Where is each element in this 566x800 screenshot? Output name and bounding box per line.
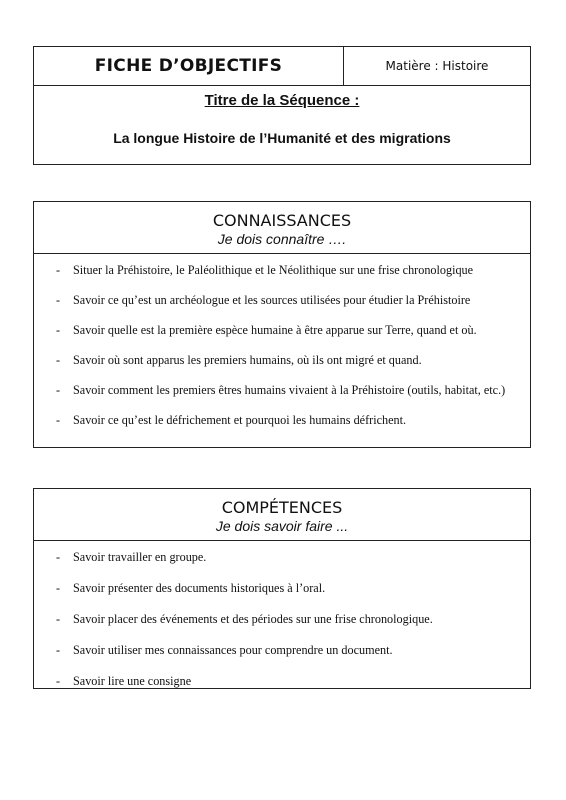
list-item-text: Savoir quelle est la première espèce humaine à être apparue sur Terre, quand et où.	[73, 323, 477, 337]
list-item	[34, 323, 530, 337]
list-item	[34, 612, 530, 626]
knowledge-subtitle: Je dois connaître ….	[217, 231, 347, 247]
skills-subtitle: Je dois savoir faire ...	[215, 518, 349, 534]
bullet-dash: -	[56, 293, 61, 307]
list-item-text: Savoir lire une consigne	[73, 674, 192, 688]
knowledge-box	[33, 201, 531, 448]
knowledge-title: CONNAISSANCES	[212, 211, 352, 230]
bullet-dash: -	[56, 263, 61, 277]
document-title: FICHE D’OBJECTIFS	[34, 47, 344, 85]
header-row	[34, 47, 530, 86]
list-item-text: Savoir placer des événements et des périodes sur une frise chronologique.	[73, 612, 433, 626]
skills-box	[33, 488, 531, 689]
knowledge-list	[34, 254, 530, 427]
skills-header	[34, 489, 530, 541]
sequence-title: La longue Histoire de l’Humanité et des migrations	[113, 130, 451, 146]
list-item-text: Savoir où sont apparus les premiers humains, où ils ont migré et quand.	[73, 353, 422, 367]
list-item-text: Savoir comment les premiers êtres humains vivaient à la Préhistoire (outils, habitat, etc.)	[73, 383, 506, 397]
bullet-dash: -	[56, 674, 61, 688]
list-item	[34, 674, 530, 688]
list-item	[34, 550, 530, 564]
list-item-text: Savoir ce qu’est un archéologue et les sources utilisées pour étudier la Préhistoire	[73, 293, 471, 307]
knowledge-header	[34, 202, 530, 254]
bullet-dash: -	[56, 383, 61, 397]
list-item	[34, 293, 530, 307]
list-item-text: Savoir utiliser mes connaissances pour comprendre un document.	[73, 643, 393, 657]
list-item-text: Savoir travailler en groupe.	[73, 550, 207, 564]
bullet-dash: -	[56, 550, 61, 564]
sequence-label: Titre de la Séquence :	[204, 92, 360, 109]
list-item	[34, 413, 530, 427]
subject-label: Matière : Histoire	[385, 59, 489, 73]
bullet-dash: -	[56, 581, 61, 595]
skills-list	[34, 541, 530, 688]
list-item	[34, 353, 530, 367]
skills-title: COMPÉTENCES	[221, 498, 343, 517]
bullet-dash: -	[56, 323, 61, 337]
bullet-dash: -	[56, 612, 61, 626]
list-item-text: Situer la Préhistoire, le Paléolithique et le Néolithique sur une frise chronologique	[73, 263, 474, 277]
bullet-dash: -	[56, 643, 61, 657]
list-item	[34, 383, 530, 397]
list-item-text: Savoir ce qu’est le défrichement et pourquoi les humains défrichent.	[73, 413, 407, 427]
list-item-text: Savoir présenter des documents historiques à l’oral.	[73, 581, 326, 595]
list-item	[34, 263, 530, 277]
list-item	[34, 581, 530, 595]
bullet-dash: -	[56, 353, 61, 367]
header-box	[33, 46, 531, 165]
bullet-dash: -	[56, 413, 61, 427]
list-item	[34, 643, 530, 657]
